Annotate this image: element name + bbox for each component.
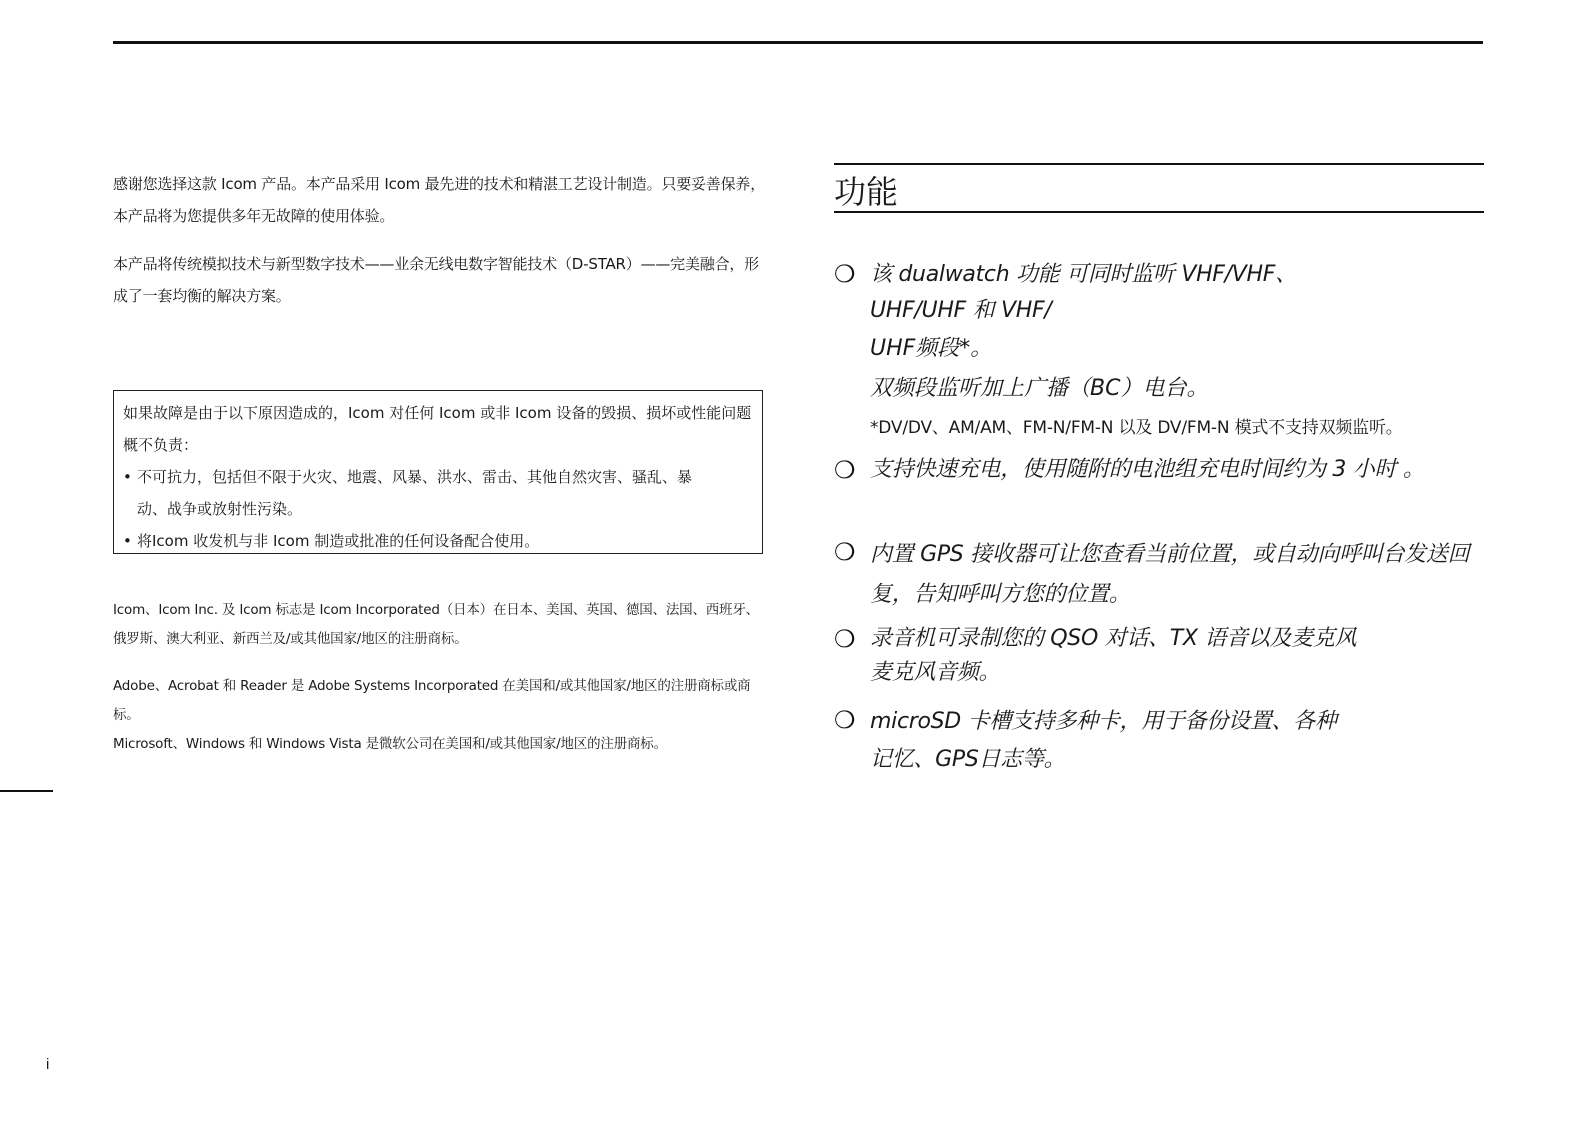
margin-rule bbox=[0, 790, 53, 792]
circle-bullet-icon: ❍ bbox=[834, 456, 856, 484]
circle-bullet-icon: ❍ bbox=[834, 538, 856, 566]
feature-dualwatch bbox=[834, 257, 1494, 447]
feature-text-line: UHF频段*。 bbox=[870, 336, 993, 361]
list-item bbox=[123, 525, 754, 557]
dstar-paragraph: 本产品将传统模拟技术与新型数字技术——业余无线电数字智能技术（D-STAR）——完美融合，形成了一套均衡的解决方案。 bbox=[113, 255, 759, 305]
feature-footnote: *DV/DV、AM/AM、FM-N/FM-N 以及 DV/FM-N 模式不支持双频监听。 bbox=[870, 418, 1403, 438]
feature-gps bbox=[834, 535, 1494, 615]
icom-trademark-note: Icom、Icom Inc. 及 Icom 标志是 Icom Incorporated（日本）在日本、美国、英国、德国、法国、西班牙、俄罗斯、澳大利亚、新西兰及/或其他国家/地区的注册商标。 bbox=[113, 602, 759, 647]
feature-text: 内置 GPS 接收器可让您查看当前位置，或自动向呼叫台发送回复，告知呼叫方您的位置。 bbox=[870, 542, 1470, 607]
intro-paragraph: 感谢您选择这款 Icom 产品。本产品采用 Icom 最先进的技术和精湛工艺设计制造。只要妥善保养，本产品将为您提供多年无故障的使用体验。 bbox=[113, 175, 765, 225]
disclaimer-item-text: 不可抗力，包括但不限于火灾、地震、风暴、洪水、雷击、其他自然灾害、骚乱、暴动、战争或放射性污染。 bbox=[137, 468, 693, 518]
feature-text: 支持快速充电，使用随附的电池组充电时间约为 3 小时 。 bbox=[870, 457, 1425, 482]
header-rule bbox=[113, 41, 1483, 44]
feature-text-line: 双频段监听加上广播（BC）电台。 bbox=[870, 376, 1209, 401]
feature-microsd bbox=[834, 703, 1494, 779]
microsoft-trademark-note: Microsoft、Windows 和 Windows Vista 是微软公司在美国和/或其他国家/地区的注册商标。 bbox=[113, 736, 667, 752]
disclaimer-list bbox=[123, 461, 754, 557]
circle-bullet-icon: ❍ bbox=[834, 706, 856, 734]
circle-bullet-icon: ❍ bbox=[834, 625, 856, 653]
feature-text: 该 dualwatch 功能 可同时监听 VHF/VHF、UHF/UHF 和 VHF/ bbox=[870, 262, 1297, 323]
feature-text: microSD 卡槽支持多种卡，用于备份设置、各种 记忆、GPS日志等。 bbox=[870, 709, 1337, 772]
disclaimer-box bbox=[113, 390, 763, 554]
feature-fast-charge bbox=[834, 453, 1494, 487]
feature-text: 录音机可录制您的 QSO 对话、TX 语音以及麦克风 麦克风音频。 bbox=[870, 626, 1357, 685]
bullet-icon: • bbox=[123, 468, 132, 486]
section-title: 功能 bbox=[834, 173, 899, 211]
section-bottom-rule bbox=[834, 211, 1484, 213]
section-top-rule bbox=[834, 163, 1484, 165]
adobe-trademark-note: Adobe、Acrobat 和 Reader 是 Adobe Systems Incorporated 在美国和/或其他国家/地区的注册商标或商标。 bbox=[113, 678, 751, 723]
list-item bbox=[123, 461, 754, 525]
page-number: i bbox=[46, 1056, 50, 1073]
circle-bullet-icon: ❍ bbox=[834, 260, 856, 288]
disclaimer-item-text: 将Icom 收发机与非 Icom 制造或批准的任何设备配合使用。 bbox=[137, 532, 540, 550]
bullet-icon: • bbox=[123, 532, 132, 550]
feature-recorder bbox=[834, 622, 1494, 690]
disclaimer-intro: 如果故障是由于以下原因造成的，Icom 对任何 Icom 或非 Icom 设备的毁损、损坏或性能问题概不负责： bbox=[123, 404, 752, 454]
